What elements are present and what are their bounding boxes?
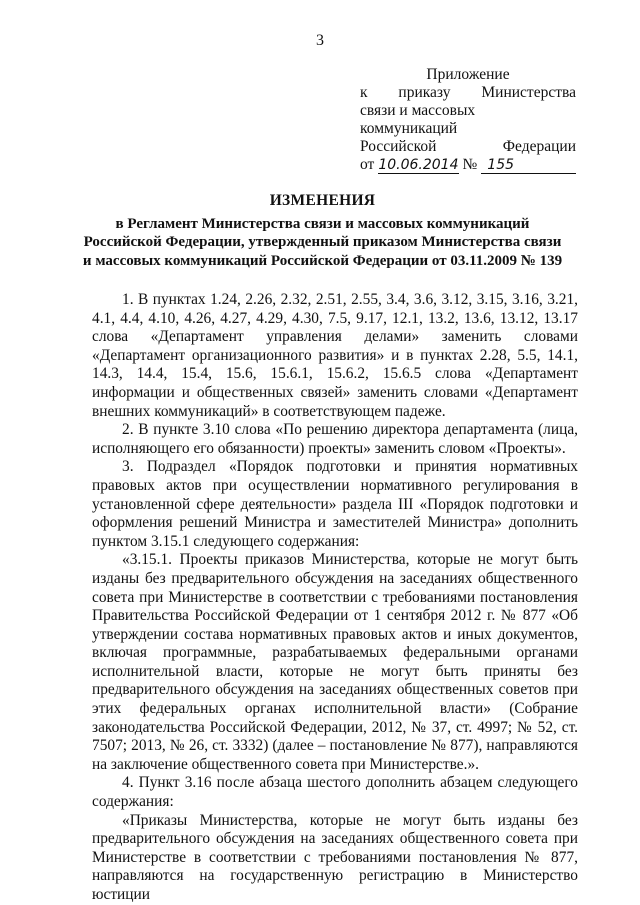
handwritten-order-number: 155 — [481, 157, 576, 174]
paragraph-1: 1. В пунктах 1.24, 2.26, 2.32, 2.51, 2.55, 3.4, 3.6, 3.12, 3.15, 3.16, 3.21, 4.1, 4.4, 4.10, 4.26, 4.27, 4.29, 4.30, 7.5, 9.17, 12.1, 13.2, 13.6, 13.12, 13.17 слова «Департамент управления делами» заменить словами «Департамент организационного развития» и в пунктах 2.28, 5.5, 14.1, 14.3, 14.4, 15.4, 15.6, 15.6.1, 15.6.2, 15.6.5 слова «Департамент информации и общественных связей» заменить словами «Департамент внешних коммуникаций» в соответствующем падеже. — [92, 291, 578, 420]
heading-line: и массовых коммуникаций Российской Федерации от 03.11.2009 № 139 — [82, 252, 563, 269]
document-heading — [60, 192, 585, 270]
handwritten-date: 10.06.2014 — [378, 157, 459, 173]
paragraph-4-quote: «Приказы Министерства, которые не могут быть изданы без предварительного обсуждения на заседаниях общественного совета при Министерстве в соответствии с требованиями постановления № 877, направляются на государственную регистрацию в Министерство юстиции — [92, 811, 578, 903]
heading-line: в Регламент Министерства связи и массовых коммуникаций — [115, 215, 530, 232]
document-body — [92, 291, 578, 905]
appendix-title: Приложение — [426, 66, 510, 83]
appendix-word: Российской — [360, 138, 437, 155]
appendix-word: к — [360, 84, 368, 101]
paragraph-4: 4. Пункт 3.16 после абзаца шестого дополнить абзацем следующего содержания: — [92, 774, 578, 811]
paragraph-2: 2. В пункте 3.10 слова «По решению директора департамента (лица, исполняющего его обязанности) проекты» заменить словом «Проекты». — [92, 421, 578, 457]
appendix-line-country — [360, 138, 576, 156]
paragraph-3: 3. Подраздел «Порядок подготовки и принятия нормативных правовых актов при осуществлении нормативного регулирования в установленной сфере деятельности» раздела III «Порядок подготовки и оформления решений Министра и заместителей Министра» дополнить пунктом 3.15.1 следующего содержания: — [92, 458, 578, 550]
appendix-date-line — [360, 156, 576, 174]
heading-line: Российской Федерации, утвержденный приказом Министерства связи — [83, 234, 562, 250]
number-sign: № — [462, 156, 478, 173]
appendix-word: приказу — [398, 84, 451, 101]
appendix-line-ministry: связи и массовых коммуникаций — [360, 102, 476, 137]
heading-title: ИЗМЕНЕНИЯ — [269, 192, 376, 209]
paragraph-3-quote: «3.15.1. Проекты приказов Министерства, которые не могут быть изданы без предварительного обсуждения на заседаниях общественного совета при Министерстве в соответствии с требованиями постановления Правительства Российской Федерации от 1 сентября 2012 г. № 877 «Об утверждении состава нормативных правовых актов и иных документов, включая программные, разрабатываемых федеральными органами исполнительной власти, которые не могут быть приняты без предварительного обсуждения на заседаниях общественных советов при этих федеральных органах исполнительной власти» (Собрание законодательства Российской Федерации, 2012, № 37, ст. 4997; № 52, ст. 7507; 2013, № 26, ст. 3332) (далее – постановление № 877), направляются на заключение общественного совета при Министерстве.». — [92, 551, 578, 773]
appendix-line-order — [360, 84, 576, 102]
page-number: 3 — [316, 32, 324, 49]
date-prefix: от — [360, 156, 375, 173]
appendix-word: Министерства — [481, 84, 576, 101]
appendix-block — [360, 66, 576, 174]
appendix-word: Федерации — [502, 138, 576, 155]
